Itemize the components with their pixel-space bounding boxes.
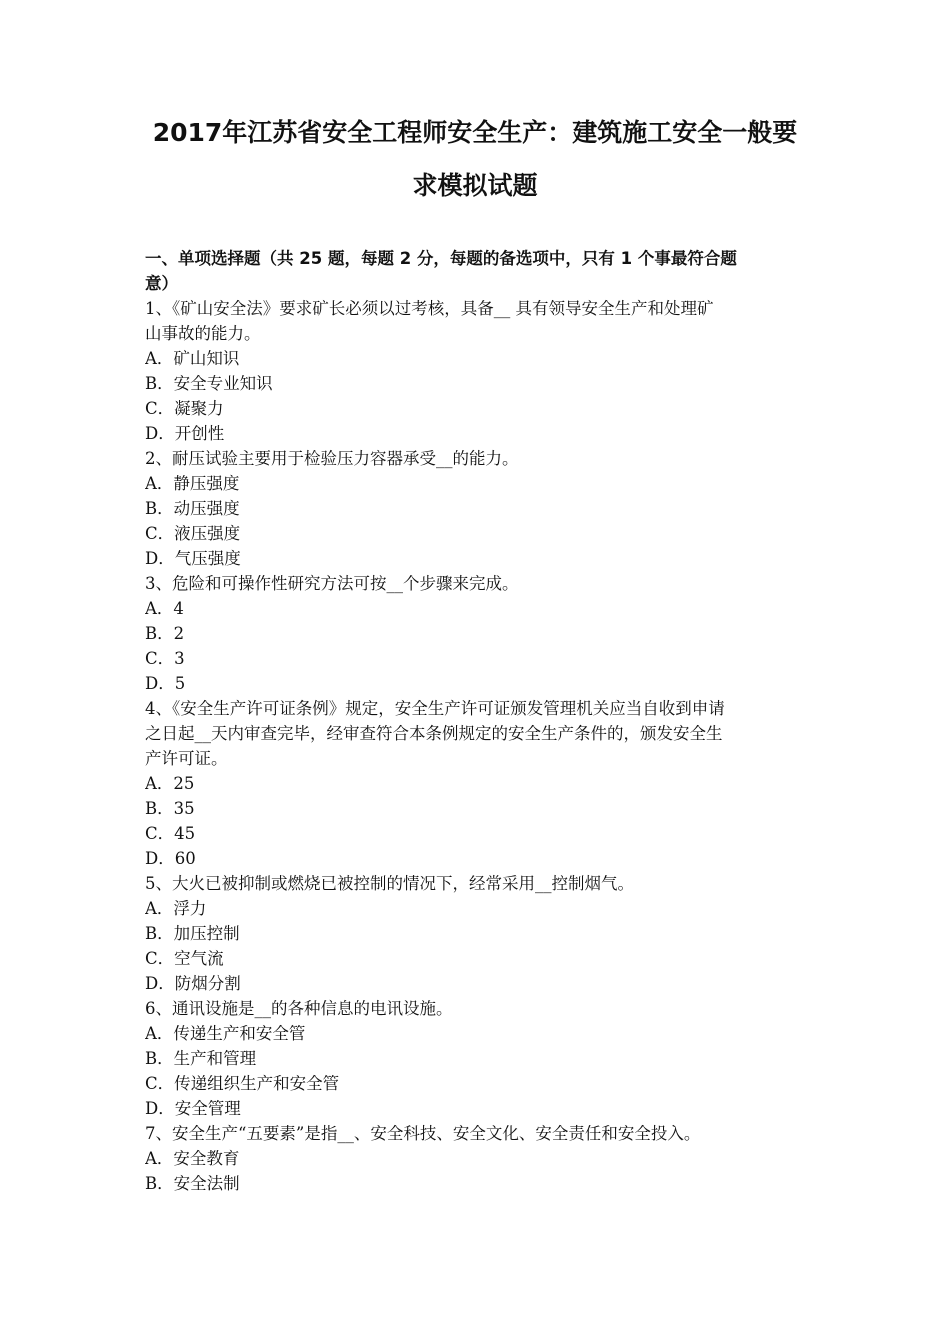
document-title-line-1: 2017年江苏省安全工程师安全生产：建筑施工安全一般要 (152, 118, 798, 147)
question-4-line-1: 4、《安全生产许可证条例》规定，安全生产许可证颁发管理机关应当自收到申请 (145, 699, 725, 718)
question-2-option-a: A．静压强度 (145, 474, 240, 493)
question-4-line-3: 产许可证。 (145, 749, 228, 768)
document-body (145, 246, 810, 1196)
question-4-option-c: C．45 (145, 824, 196, 843)
question-1-option-a: A．矿山知识 (145, 349, 240, 368)
question-5-option-d: D．防烟分割 (145, 974, 241, 993)
question-7-option-b: B．安全法制 (145, 1174, 240, 1193)
question-2-option-b: B．动压强度 (145, 499, 240, 518)
question-3-option-a: A．4 (145, 599, 184, 618)
question-3-option-c: C．3 (145, 649, 185, 668)
question-4-option-d: D．60 (145, 849, 196, 868)
question-6-option-d: D．安全管理 (145, 1099, 241, 1118)
section-heading-line-1: 一、单项选择题（共 25 题，每题 2 分，每题的备选项中，只有 1 个事最符合题 (145, 249, 737, 268)
question-1-line-2: 山事故的能力。 (145, 324, 261, 343)
question-3-line-1: 3、危险和可操作性研究方法可按__个步骤来完成。 (145, 574, 519, 593)
question-1-option-b: B．安全专业知识 (145, 374, 273, 393)
question-5-option-c: C．空气流 (145, 949, 224, 968)
question-5-option-b: B．加压控制 (145, 924, 240, 943)
question-3-option-b: B．2 (145, 624, 185, 643)
question-6-option-a: A．传递生产和安全管 (145, 1024, 306, 1043)
question-7-line-1: 7、安全生产“五要素”是指__、安全科技、安全文化、安全责任和安全投入。 (145, 1124, 701, 1143)
question-4-line-2: 之日起__天内审查完毕，经审查符合本条例规定的安全生产条件的，颁发安全生 (145, 724, 723, 743)
section-heading-line-2: 意） (145, 274, 178, 293)
question-3-option-d: D．5 (145, 674, 186, 693)
document-title-line-2: 求模拟试题 (412, 171, 538, 200)
question-2-option-d: D．气压强度 (145, 549, 241, 568)
question-4-option-b: B．35 (145, 799, 195, 818)
question-2-option-c: C．液压强度 (145, 524, 241, 543)
question-6-option-c: C．传递组织生产和安全管 (145, 1074, 340, 1093)
question-1-option-d: D．开创性 (145, 424, 225, 443)
question-6-line-1: 6、通讯设施是__的各种信息的电讯设施。 (145, 999, 453, 1018)
question-1-line-1: 1、《矿山安全法》要求矿长必须以过考核，具备__ 具有领导安全生产和处理矿 (145, 299, 714, 318)
question-5-line-1: 5、大火已被抑制或燃烧已被控制的情况下，经常采用__控制烟气。 (145, 874, 634, 893)
question-2-line-1: 2、耐压试验主要用于检验压力容器承受__的能力。 (145, 449, 519, 468)
question-4-option-a: A．25 (145, 774, 195, 793)
question-7-option-a: A．安全教育 (145, 1149, 240, 1168)
question-1-option-c: C．凝聚力 (145, 399, 224, 418)
question-5-option-a: A．浮力 (145, 899, 207, 918)
question-6-option-b: B．生产和管理 (145, 1049, 257, 1068)
